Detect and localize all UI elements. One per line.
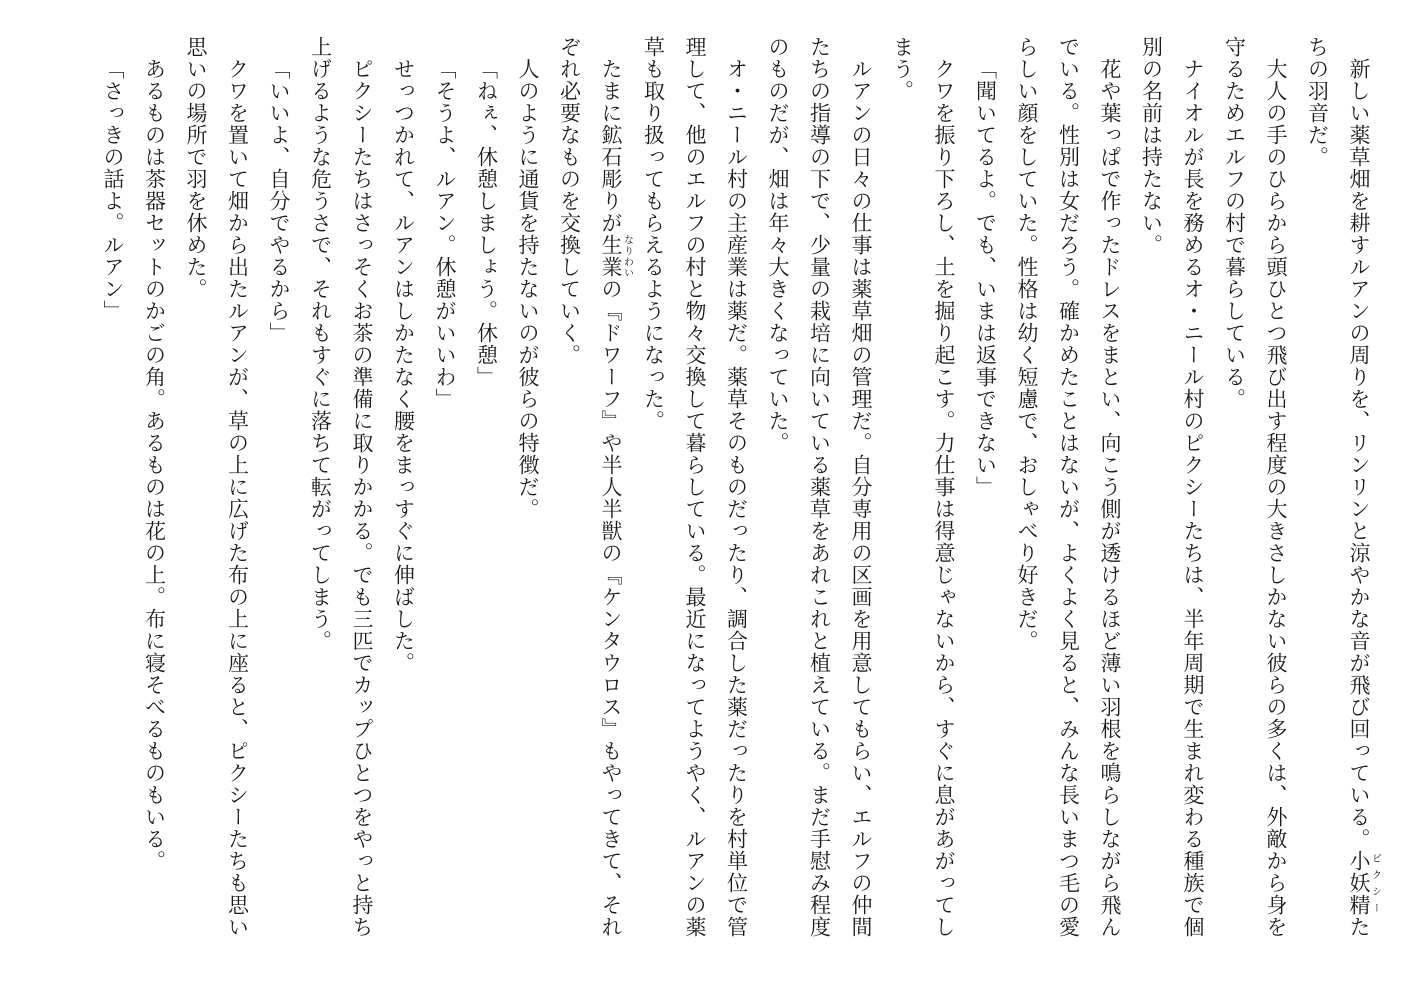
text-line: らしい顔をしていた。性格は幼く短慮で、おしゃべり好きだ。 [1015,36,1039,652]
text-line: せっつかれて、ルアンはしかたなく腰をまっすぐに伸ばした。 [391,58,416,674]
text-line: 大人の手のひらから頭ひとつ飛び出す程度の大きさしかない彼らの多くは、外敵から身を [1264,58,1288,938]
text-line: 思いの場所で羽を休めた。 [184,36,208,300]
text-line: 「ねぇ、休憩しましょう。休憩」 [474,58,499,388]
text-line: あるものは茶器セットのかごの角。あるものは花の上。布に寝そべるものもいる。 [142,58,167,872]
text-line: 「聞いてるよ。でも、いまは返事できない」 [973,58,998,498]
ruby-annotated-word: 小妖精ピクシー [1347,850,1381,916]
text-line: 「さっきの話よ。ルアン」 [101,58,125,322]
text-line: まう。 [890,36,915,102]
text-line: 理して、他のエルフの村と物々交換して暮らしている。最近になってようやく、ルアンの薬 [683,36,707,938]
text-line: ナイオルが長を務めるオ・ニール村のピクシーたちは、半年周期で生まれ変わる種族で個 [1181,58,1205,938]
text-line: たまに鉱石彫りが生業なりわいの『ドワーフ』や半人半獣の『ケンタウロス』もやってきて、それ [599,58,633,938]
text-line: ぞれ必要なものを交換していく。 [557,36,582,366]
text-line: 新しい薬草畑を耕すルアンの周りを、リンリンと涼やかな音が飛び回っている。小妖精ピクシーた [1347,58,1381,938]
text-line: 人のように通貨を持たないのが彼らの特徴だ。 [516,58,540,520]
text-line: 別の名前は持たない。 [1139,36,1164,256]
text-line: ピクシーたちはさっそくお茶の準備に取りかかる。でも三匹でカップひとつをやっと持ち [350,58,374,938]
text-line: ルアンの日々の仕事は薬草畑の管理だ。自分専用の区画を用意してもらい、エルフの仲間 [849,58,873,938]
text-line: 上げるような危うさで、それもすぐに落ちて転がってしまう。 [308,36,333,652]
text-line: 守るためエルフの村で暮らしている。 [1222,36,1247,410]
text-line: オ・ニール村の主産業は薬だ。薬草そのものだったり、調合した薬だったりを村単位で管 [724,58,749,938]
text-line: 「そうよ、ルアン。休憩がいいわ」 [433,58,457,410]
ruby-text: なりわい [621,234,633,278]
vertical-text-block [88,36,1380,970]
text-line: クワを振り下ろし、土を掘り起こす。力仕事は得意じゃないから、すぐに息があがってし [932,58,956,938]
text-line: クワを置いて畑から出たルアンが、草の上に広げた布の上に座ると、ピクシーたちも思い [225,58,250,938]
text-line: 草も取り扱ってもらえるようになった。 [641,36,666,432]
ruby-text: ピクシー [1369,850,1381,916]
text-line: ちの羽音だ。 [1305,36,1330,168]
ruby-annotated-word: 生業なりわい [599,234,633,278]
text-line: でいる。性別は女だろう。確かめたことはないが、よくよく見ると、みんな長いまつ毛の愛 [1056,36,1081,938]
text-line: たちの指導の下で、少量の栽培に向いている薬草をあれこれと植えている。まだ手慰み程度 [807,36,832,938]
text-line: 「いいよ、自分でやるから」 [267,58,291,344]
text-line: 花や葉っぱで作ったドレスをまとい、向こう側が透けるほど薄い羽根を鳴らしながら飛ん [1098,58,1122,938]
text-line: のものだが、畑は年々大きくなっていた。 [766,36,790,454]
